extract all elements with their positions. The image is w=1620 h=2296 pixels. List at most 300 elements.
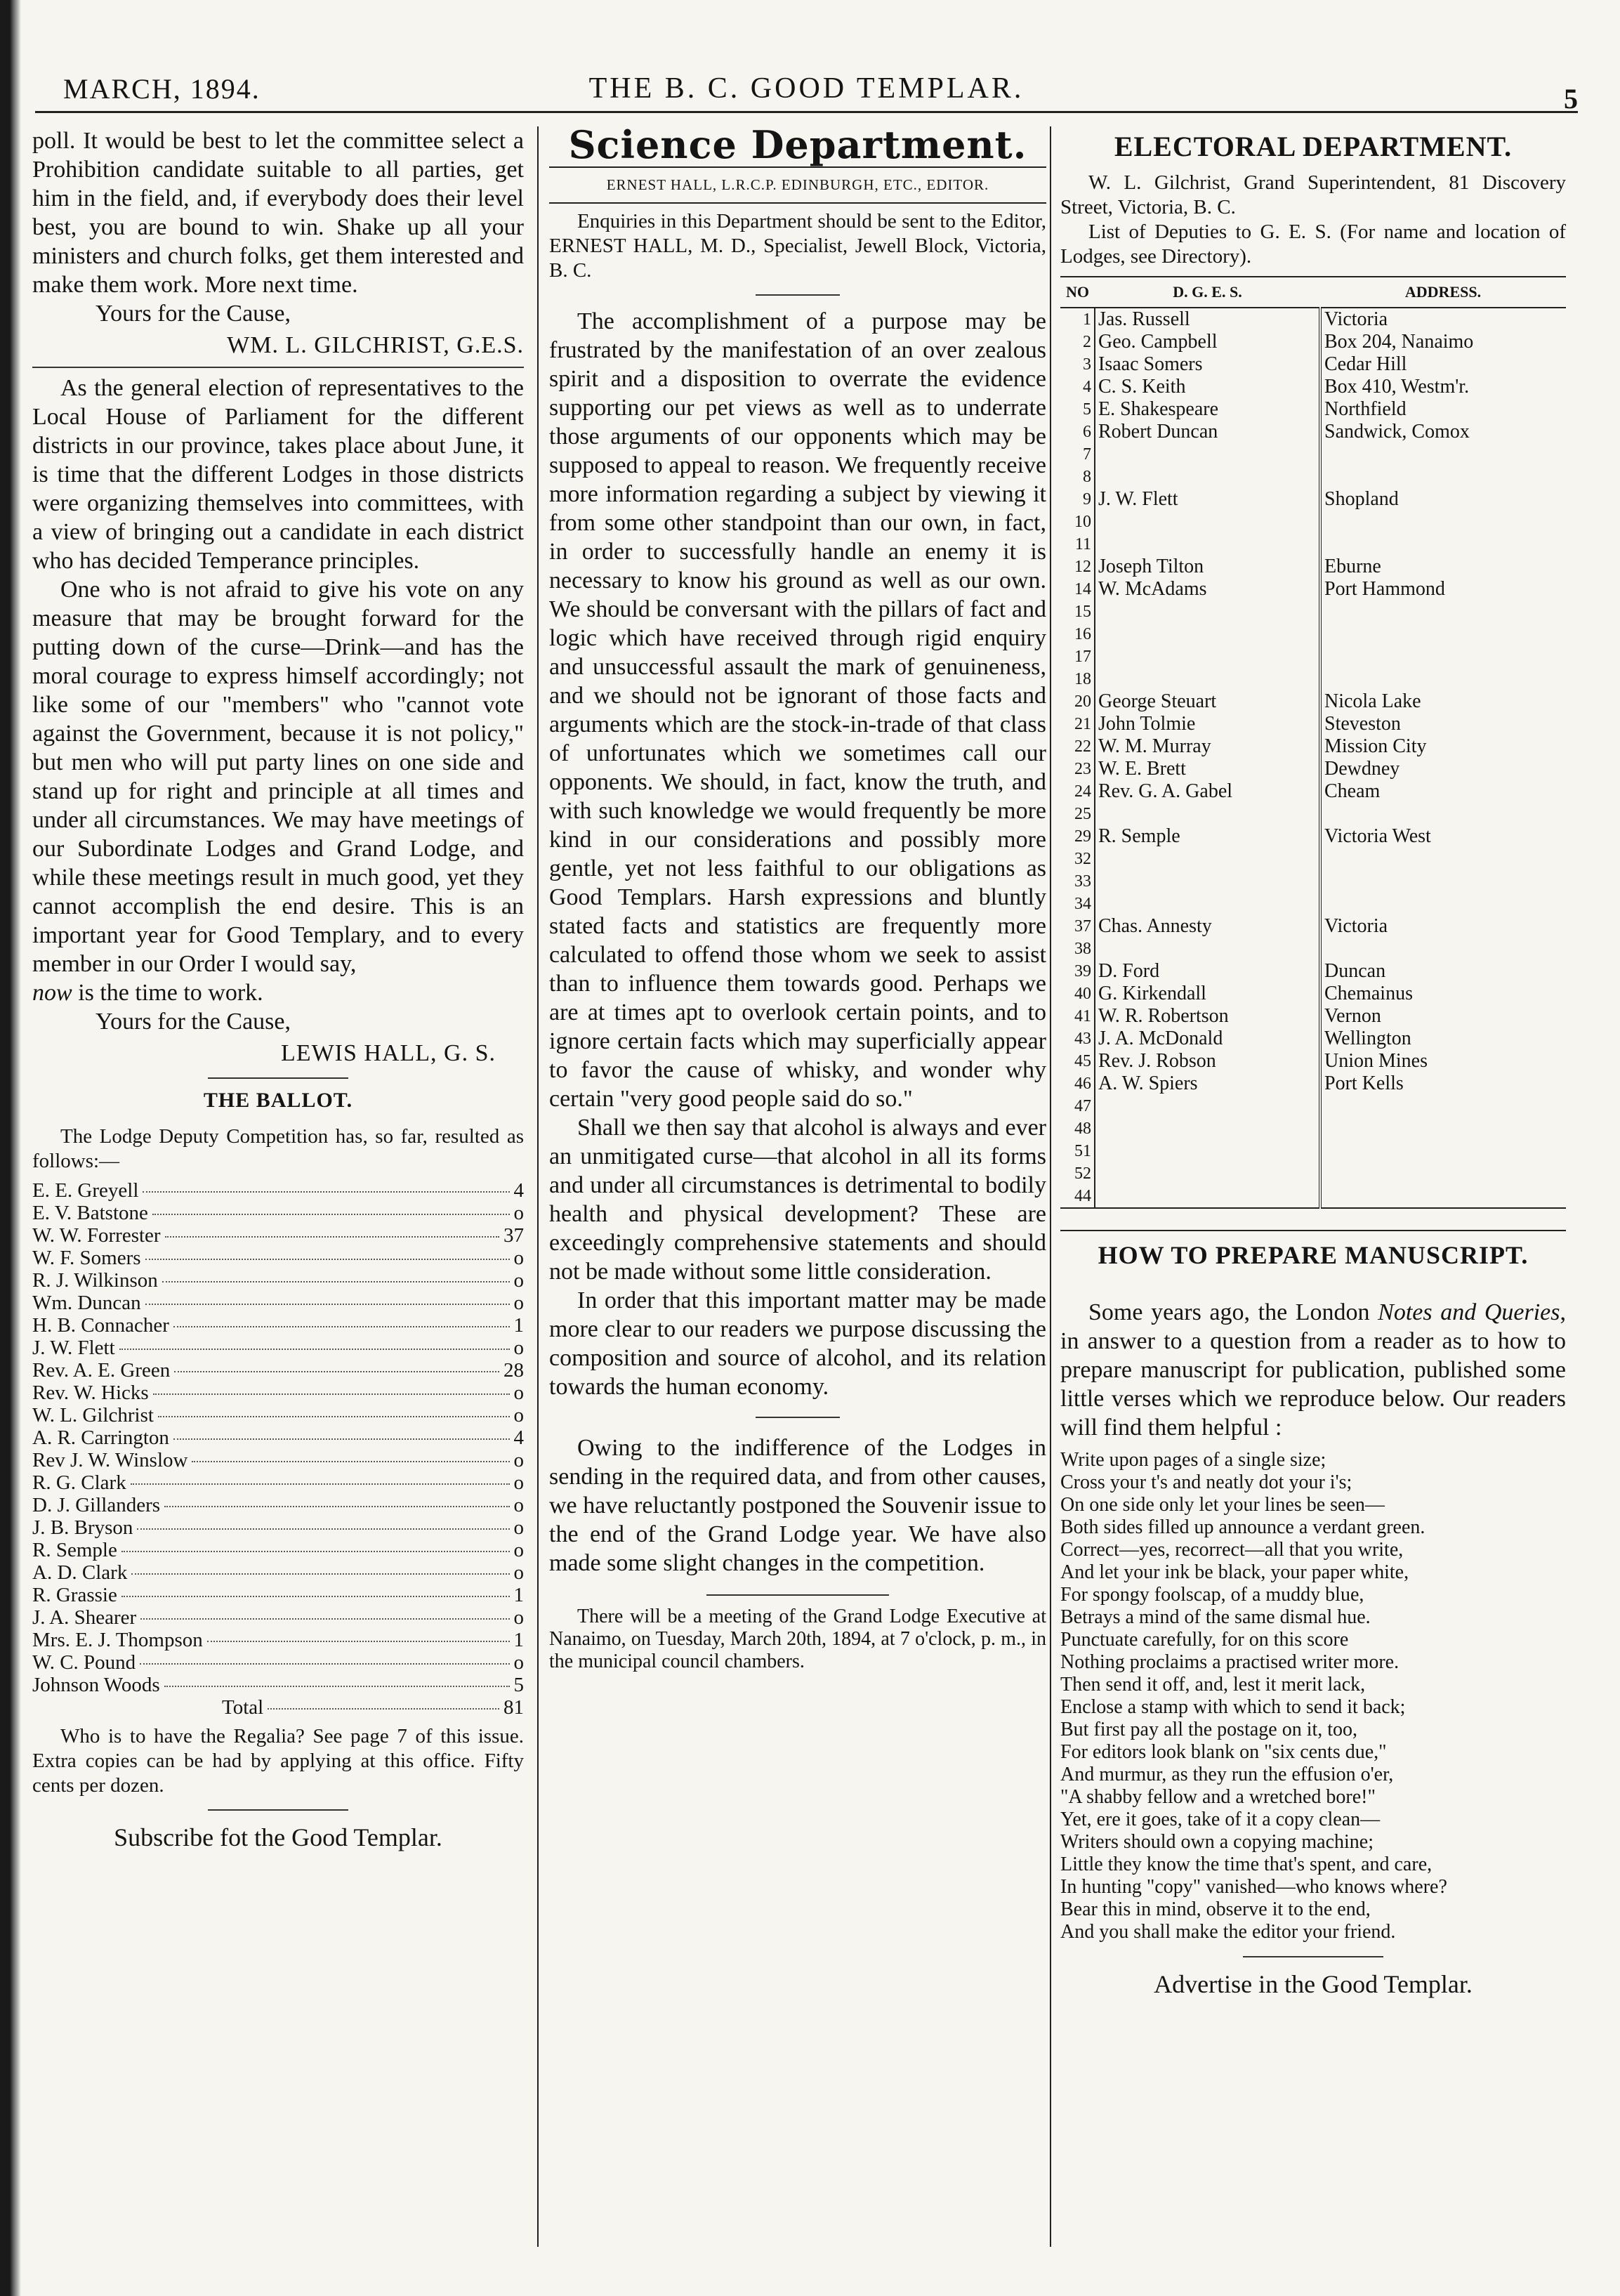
ballot-votes: o <box>513 1471 524 1494</box>
ballot-row <box>32 1449 524 1471</box>
deputy-address: Northfield <box>1324 398 1407 420</box>
deputy-name <box>1095 803 1320 825</box>
dot-leader <box>173 1438 510 1440</box>
ballot-name: W. C. Pound <box>32 1651 136 1674</box>
deputy-name: D. Ford <box>1095 960 1320 983</box>
ballot-row <box>32 1292 524 1314</box>
deputy-address: Shopland <box>1324 488 1399 510</box>
dot-leader <box>152 1214 510 1215</box>
ballot-row <box>32 1359 524 1382</box>
deputy-row <box>1060 690 1566 713</box>
deputy-name: E. Shakespeare <box>1095 398 1320 421</box>
ballot-name: Rev. A. E. Green <box>32 1359 171 1382</box>
ballot-row <box>32 1382 524 1404</box>
dot-leader <box>268 1708 499 1710</box>
ballot-row <box>32 1314 524 1337</box>
poem-line: But first pay all the postage on it, too, <box>1060 1719 1358 1740</box>
deputy-address <box>1320 623 1566 645</box>
page-header <box>35 62 1578 113</box>
deputy-name: Rev. J. Robson <box>1095 1050 1320 1072</box>
deputy-address: Duncan <box>1324 960 1386 982</box>
deputy-name: A. W. Spiers <box>1095 1072 1320 1095</box>
ballot-votes: o <box>513 1606 524 1629</box>
poem-line: Little they know the time that's spent, and care, <box>1060 1854 1433 1875</box>
deputy-row <box>1060 713 1566 735</box>
deputy-address <box>1320 1185 1566 1208</box>
deputy-address: Port Hammond <box>1324 578 1445 600</box>
poem-line: Bear this in mind, observe it to the end, <box>1060 1898 1371 1920</box>
poem-line: And murmur, as they run the effusion o'er, <box>1060 1764 1394 1785</box>
deputy-address <box>1320 443 1566 466</box>
editor-line: ERNEST HALL, L.R.C.P. EDINBURGH, ETC., EDITOR. <box>549 166 1046 204</box>
deputy-address <box>1320 1095 1566 1117</box>
deputy-address <box>1320 466 1566 488</box>
dot-leader <box>145 1304 510 1305</box>
science-paragraph-3: In order that this important matter may be made more clear to our readers we purpose discussing the composition and source of alcohol, and its relation towards the human economy. <box>549 1287 1046 1400</box>
manuscript-intro <box>1060 1298 1566 1442</box>
deputy-number: 11 <box>1060 533 1095 556</box>
ballot-votes: o <box>513 1337 524 1359</box>
deputy-number: 33 <box>1060 870 1095 893</box>
deputy-row <box>1060 915 1566 938</box>
deputy-number: 51 <box>1060 1140 1095 1162</box>
ballot-votes: 1 <box>513 1584 524 1606</box>
deputy-number: 10 <box>1060 511 1095 533</box>
ballot-name: R. G. Clark <box>32 1471 126 1494</box>
deputy-name: W. R. Robertson <box>1095 1005 1320 1028</box>
deputy-name: George Steuart <box>1095 690 1320 713</box>
dot-leader <box>121 1551 510 1552</box>
election-end-text: is the time to work. <box>72 980 263 1006</box>
science-paragraph-1: The accomplishment of a purpose may be frustrated by the manifestation of an over zealous spirit and a disposition to overrate the evidence supporting our pet views as well as to underrate those arguments of our opponents which may be supposed to appeal to reason. We frequently receive more information regarding a subject by viewing it from some other standpoint than our own, in fact, in order to successfully handle an enemy it is necessary to know his ground as well as our own. We should be conversant with the pillars of fact and logic which have received through rigid enquiry and unsuccessful assault the mark of genuineness, and we should not be ignorant of those facts and arguments which are the stock-in-trade of that class of unfortunates which we sometimes call our opponents. We should, in fact, know the truth, and with such knowledge we would frequently be more kind in our considerations and possibly more gentle, yet not less faithful to our obligations as Good Templars. Harsh expressions and bluntly stated facts and statistics are frequently more calculated to offend those whom we seek to assist than to influence them towards good. Perhaps we are at times apt to overlook certain points, and to ignore certain facts which may superficially appear to favor the cause of whisky, and wonder why certain "very good people said do so." <box>549 308 1046 1112</box>
deputy-address: Box 204, Nanaimo <box>1324 331 1474 353</box>
section-divider <box>756 1417 840 1418</box>
deputy-number: 20 <box>1060 690 1095 713</box>
deputy-name <box>1095 870 1320 893</box>
ballot-row <box>32 1561 524 1584</box>
ballot-votes: o <box>513 1404 524 1426</box>
ballot-name: R. J. Wilkinson <box>32 1269 158 1292</box>
ballot-row <box>32 1674 524 1696</box>
deputy-row <box>1060 623 1566 645</box>
deputy-name: J. W. Flett <box>1095 488 1320 511</box>
ballot-row <box>32 1179 524 1202</box>
poem-line: Writers should own a copying machine; <box>1060 1831 1374 1853</box>
electoral-intro-1: W. L. Gilchrist, Grand Superintendent, 81 Discovery Street, Victoria, B. C. <box>1060 171 1566 218</box>
deputy-address <box>1320 645 1566 668</box>
ballot-name: A. D. Clark <box>32 1561 128 1584</box>
science-department-title: Science Department. <box>568 122 1027 167</box>
ballot-name: W. F. Somers <box>32 1247 141 1269</box>
deputy-number: 25 <box>1060 803 1095 825</box>
poem-line: Then send it off, and, lest it merit lack, <box>1060 1674 1366 1695</box>
deputy-row <box>1060 308 1566 331</box>
ballot-total-row <box>32 1696 524 1719</box>
ballot-row <box>32 1269 524 1292</box>
deputy-row <box>1060 1050 1566 1072</box>
electoral-intro-2: List of Deputies to G. E. S. (For name and location of Lodges, see Directory). <box>1060 221 1566 268</box>
poem-line: Yet, ere it goes, take of it a copy clean— <box>1060 1809 1381 1830</box>
dot-leader <box>164 1686 510 1687</box>
deputy-number: 18 <box>1060 668 1095 690</box>
ballot-votes: 1 <box>513 1629 524 1651</box>
ballot-votes: o <box>513 1449 524 1471</box>
deputy-name: John Tolmie <box>1095 713 1320 735</box>
deputy-row <box>1060 668 1566 690</box>
dot-leader <box>131 1573 509 1575</box>
meeting-notice: There will be a meeting of the Grand Lodge Executive at Nanaimo, on Tuesday, March 20th, 1894, at 7 o'clock, p. m., in the municipal council chambers. <box>549 1606 1046 1672</box>
deputy-row <box>1060 533 1566 556</box>
ballot-name: E. V. Batstone <box>32 1202 148 1224</box>
ballot-name: J. B. Bryson <box>32 1516 133 1539</box>
election-paragraph-1: As the general election of representatives to the Local House of Parliament for the different districts in our province, takes place about June, it is time that the different Lodges in those districts were organizing themselves into committees, with a view of bringing out a candidate in each district who has decided Temperance principles. <box>32 375 524 574</box>
deputy-number: 41 <box>1060 1005 1095 1028</box>
deputy-row <box>1060 398 1566 421</box>
deputy-address: Cedar Hill <box>1324 353 1407 375</box>
deputy-address: Chemainus <box>1324 983 1413 1004</box>
deputy-row <box>1060 758 1566 780</box>
deputy-row <box>1060 578 1566 601</box>
deputy-number: 6 <box>1060 421 1095 443</box>
ballot-total-value: 81 <box>503 1696 524 1719</box>
page-number: 5 <box>1564 83 1578 114</box>
ballot-row <box>32 1426 524 1449</box>
deputy-number: 9 <box>1060 488 1095 511</box>
deputy-row <box>1060 780 1566 803</box>
deputy-address <box>1320 511 1566 533</box>
ballot-name: W. L. Gilchrist <box>32 1404 154 1426</box>
dot-leader <box>162 1281 510 1283</box>
col-header-name: D. G. E. S. <box>1095 277 1320 308</box>
deputy-name: W. McAdams <box>1095 578 1320 601</box>
letter-closing: Yours for the Cause, <box>96 301 291 327</box>
manuscript-poem <box>1060 1449 1566 1943</box>
deputy-address: Eburne <box>1324 556 1381 577</box>
letter-signature: WM. L. GILCHRIST, G.E.S. <box>227 332 524 358</box>
ballot-votes: o <box>513 1269 524 1292</box>
column-rule-right <box>1050 126 1051 2247</box>
deputy-number: 23 <box>1060 758 1095 780</box>
ballot-votes: o <box>513 1247 524 1269</box>
deputy-number: 17 <box>1060 645 1095 668</box>
poem-line: Enclose a stamp with which to send it back; <box>1060 1696 1406 1718</box>
ballot-votes: o <box>513 1292 524 1314</box>
deputy-number: 3 <box>1060 353 1095 376</box>
deputy-number: 46 <box>1060 1072 1095 1095</box>
ballot-votes: 37 <box>503 1224 524 1247</box>
deputy-row <box>1060 645 1566 668</box>
column-left <box>32 126 524 2254</box>
ballot-votes: 1 <box>513 1314 524 1337</box>
deputy-row <box>1060 1162 1566 1185</box>
electoral-department-title: ELECTORAL DEPARTMENT. <box>1114 131 1513 162</box>
deputy-number: 45 <box>1060 1050 1095 1072</box>
deputy-number: 48 <box>1060 1117 1095 1140</box>
ballot-name: J. W. Flett <box>32 1337 115 1359</box>
poem-line: Betrays a mind of the same dismal hue. <box>1060 1606 1371 1628</box>
ballot-row <box>32 1539 524 1561</box>
ballot-votes: o <box>513 1516 524 1539</box>
deputy-name <box>1095 668 1320 690</box>
souvenir-notice: Owing to the indifference of the Lodges in sending in the required data, and from other causes, we have reluctantly postponed the Souvenir issue to the end of the Grand Lodge year. We have also made some slight changes in the competition. <box>549 1435 1046 1576</box>
dot-leader <box>158 1416 510 1417</box>
dot-leader <box>174 1371 499 1372</box>
deputy-name: Joseph Tilton <box>1095 556 1320 578</box>
deputy-name <box>1095 601 1320 623</box>
advertise-footer: Advertise in the Good Templar. <box>1154 1970 1473 1998</box>
deputy-address <box>1320 1140 1566 1162</box>
deputy-name <box>1095 848 1320 870</box>
deputy-address: Sandwick, Comox <box>1324 421 1470 442</box>
dot-leader <box>145 1259 510 1260</box>
deputy-address <box>1320 668 1566 690</box>
deputy-row <box>1060 735 1566 758</box>
deputy-address: Port Kells <box>1324 1072 1404 1094</box>
deputy-address: Victoria West <box>1324 825 1431 847</box>
ballot-votes: o <box>513 1494 524 1516</box>
ballot-name: Mrs. E. J. Thompson <box>32 1629 203 1651</box>
deputy-row <box>1060 443 1566 466</box>
ballot-row <box>32 1584 524 1606</box>
deputy-address: Wellington <box>1324 1028 1411 1049</box>
deputy-row <box>1060 331 1566 353</box>
poem-line: Write upon pages of a single size; <box>1060 1449 1326 1471</box>
deputy-name <box>1095 443 1320 466</box>
deputy-number: 16 <box>1060 623 1095 645</box>
ballot-row <box>32 1651 524 1674</box>
deputy-name: Robert Duncan <box>1095 421 1320 443</box>
deputy-number: 15 <box>1060 601 1095 623</box>
deputy-number: 43 <box>1060 1028 1095 1050</box>
ballot-votes: o <box>513 1561 524 1584</box>
ballot-row <box>32 1494 524 1516</box>
issue-date: MARCH, 1894. <box>63 73 261 105</box>
deputy-address: Victoria <box>1324 915 1388 937</box>
newspaper-title: THE B. C. GOOD TEMPLAR. <box>588 72 1025 105</box>
deputy-number: 47 <box>1060 1095 1095 1117</box>
ballot-row <box>32 1516 524 1539</box>
poem-line: Both sides filled up announce a verdant green. <box>1060 1516 1425 1538</box>
poem-line: For editors look blank on "six cents due," <box>1060 1741 1387 1763</box>
dot-leader <box>192 1461 509 1462</box>
deputy-row <box>1060 488 1566 511</box>
dot-leader <box>207 1641 510 1642</box>
deputy-name <box>1095 533 1320 556</box>
ballot-row <box>32 1247 524 1269</box>
poem-line: And let your ink be black, your paper white, <box>1060 1561 1409 1583</box>
deputy-row <box>1060 1117 1566 1140</box>
deputy-number: 34 <box>1060 893 1095 915</box>
deputy-address: Nicola Lake <box>1324 690 1421 712</box>
deputy-name: G. Kirkendall <box>1095 983 1320 1005</box>
ballot-row <box>32 1471 524 1494</box>
ballot-row <box>32 1224 524 1247</box>
election-paragraph-end <box>32 978 524 1007</box>
dot-leader <box>131 1483 510 1485</box>
deputy-address: Mission City <box>1324 735 1427 757</box>
poem-line: On one side only let your lines be seen— <box>1060 1494 1385 1516</box>
deputy-name <box>1095 1162 1320 1185</box>
deputy-row <box>1060 353 1566 376</box>
col-header-address: ADDRESS. <box>1320 277 1566 308</box>
deputy-number: 22 <box>1060 735 1095 758</box>
deputy-address <box>1320 601 1566 623</box>
deputy-address: Box 410, Westm'r. <box>1324 376 1470 398</box>
deputy-address <box>1320 1117 1566 1140</box>
ballot-row <box>32 1337 524 1359</box>
dot-leader <box>140 1618 509 1620</box>
deputy-number: 52 <box>1060 1162 1095 1185</box>
dot-leader <box>137 1528 509 1530</box>
intro-text-b: , in answer to a question from a reader as to how to prepare manuscript for publication, published some little verses which we reproduce below. Our readers will find them helpful : <box>1060 1299 1566 1441</box>
election-paragraph-2-text: One who is not afraid to give his vote on any measure that may be brought forward for the putting down of the curse—Drink—and has the moral courage to express himself accordingly; not like some of our "members" who "cannot vote against the Government, because it is not policy," but men who will put party lines on one side and stand up for right and principle at all times and under all circumstances. We may have meetings of our Subordinate Lodges and Grand Lodge, and while these meetings result in much good, yet they cannot accomplish the end desire. This is an important year for Good Templary, and to every member in our Order I would say, <box>32 577 524 977</box>
deputy-row <box>1060 1095 1566 1117</box>
deputy-name <box>1095 1117 1320 1140</box>
dot-leader <box>143 1191 509 1193</box>
section-divider <box>32 367 524 368</box>
deputy-name: W. M. Murray <box>1095 735 1320 758</box>
poem-line: Nothing proclaims a practised writer more. <box>1060 1651 1400 1673</box>
deputy-name: Chas. Annesty <box>1095 915 1320 938</box>
deputy-row <box>1060 511 1566 533</box>
deputy-number: 2 <box>1060 331 1095 353</box>
deputy-name <box>1095 893 1320 915</box>
ballot-votes: 28 <box>503 1359 524 1382</box>
deputy-name <box>1095 645 1320 668</box>
deputy-address: Steveston <box>1324 713 1401 735</box>
ballot-votes: o <box>513 1539 524 1561</box>
ballot-name: Rev J. W. Winslow <box>32 1449 188 1471</box>
ballot-name: Wm. Duncan <box>32 1292 141 1314</box>
col-header-no: NO <box>1060 277 1095 308</box>
deputy-row <box>1060 893 1566 915</box>
ballot-name: H. B. Connacher <box>32 1314 169 1337</box>
poem-line: In hunting "copy" vanished—who knows where? <box>1060 1876 1447 1898</box>
dot-leader <box>121 1596 510 1597</box>
ballot-name: Johnson Woods <box>32 1674 160 1696</box>
deputy-address: Dewdney <box>1324 758 1400 780</box>
deputy-name <box>1095 938 1320 960</box>
column-rule-left <box>537 126 539 2247</box>
ballot-intro: The Lodge Deputy Competition has, so far, resulted as follows:— <box>32 1125 524 1172</box>
deputy-name <box>1095 623 1320 645</box>
section-divider <box>706 1594 889 1596</box>
deputy-name <box>1095 466 1320 488</box>
deputy-address <box>1320 803 1566 825</box>
subscribe-footer: Subscribe fot the Good Templar. <box>114 1823 442 1851</box>
ballot-votes: o <box>513 1382 524 1404</box>
manuscript-title: HOW TO PREPARE MANUSCRIPT. <box>1060 1230 1566 1270</box>
ballot-total-label: Total <box>222 1696 264 1719</box>
deputy-number: 37 <box>1060 915 1095 938</box>
deputy-number: 40 <box>1060 983 1095 1005</box>
section-divider <box>1243 1956 1383 1957</box>
deputy-row <box>1060 376 1566 398</box>
science-paragraph-2: Shall we then say that alcohol is always and ever an unmitigated curse—that alcohol in all its forms and under all circumstances is detrimental to bodily health and physical development? These are exceedingly comprehensive statements and should not be made without some little consideration. <box>549 1115 1046 1285</box>
deputy-number: 44 <box>1060 1185 1095 1208</box>
deputy-number: 4 <box>1060 376 1095 398</box>
section-divider <box>756 294 840 296</box>
deputy-row <box>1060 1005 1566 1028</box>
section-divider <box>208 1809 348 1811</box>
deputy-row <box>1060 960 1566 983</box>
poem-line: Correct—yes, recorrect—all that you write, <box>1060 1539 1404 1561</box>
election-signature: LEWIS HALL, G. S. <box>281 1040 496 1066</box>
letter-paragraph: poll. It would be best to let the committee select a Prohibition candidate suitable to all parties, get him in the field, and, if everybody does their level best, you are bound to win. Shake up all your ministers and church folks, get them interested and make them work. More next time. <box>32 128 524 298</box>
deputy-number: 39 <box>1060 960 1095 983</box>
deputy-row <box>1060 1028 1566 1050</box>
election-paragraph-2 <box>32 575 524 978</box>
ballot-name: D. J. Gillanders <box>32 1494 161 1516</box>
deputies-table <box>1060 276 1566 1209</box>
deputy-row <box>1060 601 1566 623</box>
deputy-name: Geo. Campbell <box>1095 331 1320 353</box>
deputy-row <box>1060 803 1566 825</box>
deputy-row <box>1060 1072 1566 1095</box>
deputy-address: Vernon <box>1324 1005 1381 1027</box>
regalia-notice: Who is to have the Regalia? See page 7 of this issue. Extra copies can be had by applying at this office. Fifty cents per dozen. <box>32 1725 524 1797</box>
deputy-number: 38 <box>1060 938 1095 960</box>
deputy-address <box>1320 893 1566 915</box>
ballot-name: E. E. Greyell <box>32 1179 139 1202</box>
deputy-number: 5 <box>1060 398 1095 421</box>
deputy-row <box>1060 983 1566 1005</box>
deputy-number: 21 <box>1060 713 1095 735</box>
deputy-number: 32 <box>1060 848 1095 870</box>
ballot-name: Rev. W. Hicks <box>32 1382 149 1404</box>
poem-line: Punctuate carefully, for on this score <box>1060 1629 1349 1651</box>
ballot-row <box>32 1202 524 1224</box>
dot-leader <box>173 1326 510 1327</box>
ballot-votes: 4 <box>513 1426 524 1449</box>
section-divider <box>208 1077 348 1079</box>
poem-line: And you shall make the editor your friend. <box>1060 1921 1396 1943</box>
deputy-number: 8 <box>1060 466 1095 488</box>
ballot-name: R. Grassie <box>32 1584 117 1606</box>
deputy-address <box>1320 938 1566 960</box>
page-binding-edge <box>0 0 21 2296</box>
deputy-name: R. Semple <box>1095 825 1320 848</box>
deputy-row <box>1060 825 1566 848</box>
ballot-votes: 5 <box>513 1674 524 1696</box>
election-closing: Yours for the Cause, <box>96 1009 291 1035</box>
intro-italic-title: Notes and Queries <box>1378 1299 1560 1325</box>
ballot-row <box>32 1606 524 1629</box>
deputy-number: 14 <box>1060 578 1095 601</box>
ballot-name: R. Semple <box>32 1539 117 1561</box>
deputy-name: Isaac Somers <box>1095 353 1320 376</box>
deputy-number: 1 <box>1060 308 1095 331</box>
enquiries-notice: Enquiries in this Department should be sent to the Editor, ERNEST HALL, M. D., Specialist, Jewell Block, Victoria, B. C. <box>549 210 1046 282</box>
ballot-name: W. W. Forrester <box>32 1224 161 1247</box>
ballot-votes: 4 <box>513 1179 524 1202</box>
ballot-row <box>32 1629 524 1651</box>
deputy-name <box>1095 1140 1320 1162</box>
poem-line: For spongy foolscap, of a muddy blue, <box>1060 1584 1364 1606</box>
deputy-name: C. S. Keith <box>1095 376 1320 398</box>
ballot-row <box>32 1404 524 1426</box>
deputy-row <box>1060 556 1566 578</box>
deputy-address <box>1320 870 1566 893</box>
deputy-row <box>1060 938 1566 960</box>
deputy-number: 7 <box>1060 443 1095 466</box>
ballot-title: THE BALLOT. <box>203 1089 353 1112</box>
deputy-address <box>1320 848 1566 870</box>
deputy-row <box>1060 1140 1566 1162</box>
ballot-name: J. A. Shearer <box>32 1606 137 1629</box>
ballot-name: A. R. Carrington <box>32 1426 169 1449</box>
deputy-number: 12 <box>1060 556 1095 578</box>
